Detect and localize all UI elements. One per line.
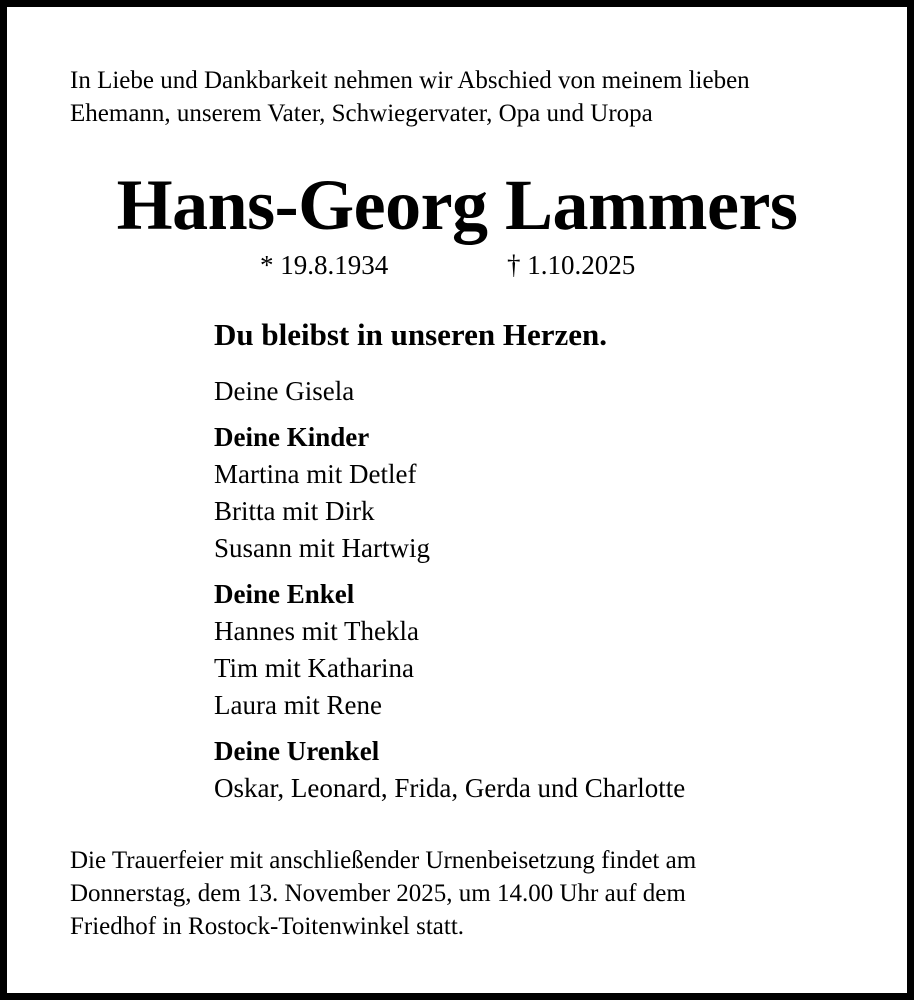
obituary-notice xyxy=(7,7,907,993)
death-date: † 1.10.2025 xyxy=(507,250,636,280)
group-member: Oskar, Leonard, Frida, Gerda und Charlotte xyxy=(214,773,686,803)
group-member: Laura mit Rene xyxy=(214,690,382,720)
group-heading: Deine Kinder xyxy=(214,422,370,452)
mourners-list xyxy=(214,373,685,816)
motto: Du bleibst in unseren Herzen. xyxy=(214,317,607,352)
footer-line: Donnerstag, dem 13. November 2025, um 14.00 Uhr auf dem xyxy=(70,880,686,907)
birth-date: * 19.8.1934 xyxy=(260,250,389,280)
spouse-group xyxy=(214,373,685,410)
group-heading: Deine Enkel xyxy=(214,579,355,609)
group-member: Tim mit Katharina xyxy=(214,653,414,683)
children-group xyxy=(214,419,685,567)
intro-line: In Liebe und Dankbarkeit nehmen wir Abschied von meinem lieben xyxy=(70,67,750,94)
grandchildren-group xyxy=(214,576,685,724)
footer-line: Friedhof in Rostock-Toitenwinkel statt. xyxy=(70,913,465,940)
group-heading: Deine Urenkel xyxy=(214,736,380,766)
group-member: Martina mit Detlef xyxy=(214,459,417,489)
funeral-details xyxy=(70,844,696,943)
footer-line: Die Trauerfeier mit anschließender Urnenbeisetzung findet am xyxy=(70,847,697,874)
deceased-name: Hans-Georg Lammers xyxy=(116,165,798,245)
great-grandchildren-group xyxy=(214,733,685,807)
intro-line: Ehemann, unserem Vater, Schwiegervater, Opa und Uropa xyxy=(70,100,653,127)
group-member: Hannes mit Thekla xyxy=(214,616,419,646)
intro-text xyxy=(70,64,750,130)
spouse-name: Deine Gisela xyxy=(214,376,355,406)
group-member: Susann mit Hartwig xyxy=(214,533,430,563)
group-member: Britta mit Dirk xyxy=(214,496,375,526)
